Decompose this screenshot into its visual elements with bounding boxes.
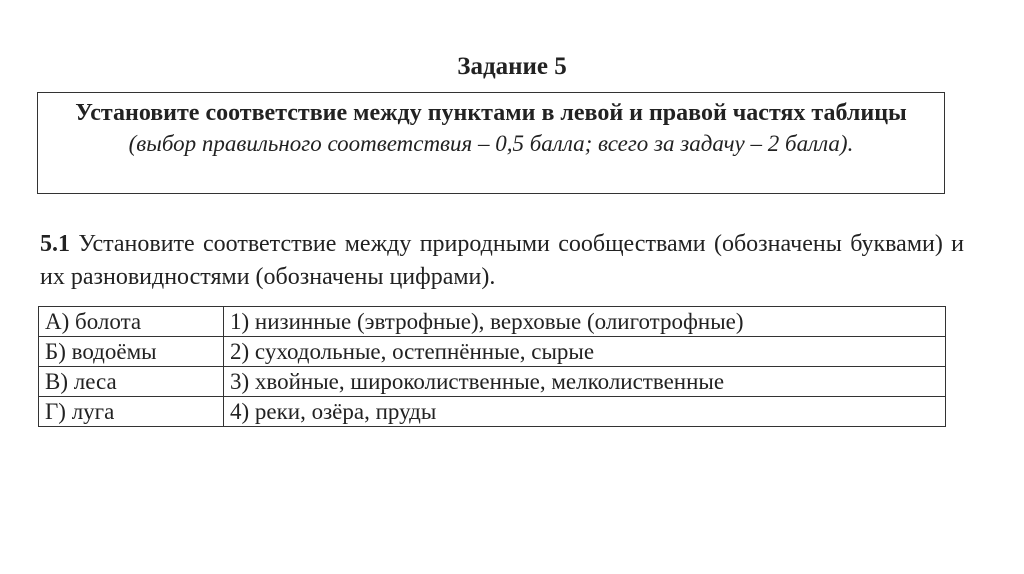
subtask-text: Установите соответствие между природными сообществами (обозначены буквами) и их разновидностями (обозначены цифрами).	[40, 231, 965, 290]
community-cell: Б) водоёмы	[39, 337, 224, 367]
variety-cell: 1) низинные (эвтрофные), верховые (олиготрофные)	[224, 307, 946, 337]
table-row	[39, 337, 946, 367]
table-row	[39, 307, 946, 337]
task-title: Задание 5	[457, 53, 567, 80]
subtask-number: 5.1	[40, 231, 70, 257]
variety-cell: 3) хвойные, широколиственные, мелколиственные	[224, 367, 946, 397]
variety-cell: 4) реки, озёра, пруды	[224, 397, 946, 427]
variety-cell: 2) суходольные, остепнённые, сырые	[224, 337, 946, 367]
community-cell: Г) луга	[39, 397, 224, 427]
community-cell: А) болота	[39, 307, 224, 337]
instruction-text: Установите соответствие между пунктами в левой и правой частях таблицы	[75, 100, 907, 126]
table-row	[39, 367, 946, 397]
community-cell: В) леса	[39, 367, 224, 397]
scoring-note: (выбор правильного соответствия – 0,5 балла; всего за задачу – 2 балла).	[128, 131, 854, 156]
instruction-box	[37, 92, 945, 194]
subtask-statement	[40, 228, 964, 294]
table-row	[39, 397, 946, 427]
matching-table	[38, 306, 946, 427]
